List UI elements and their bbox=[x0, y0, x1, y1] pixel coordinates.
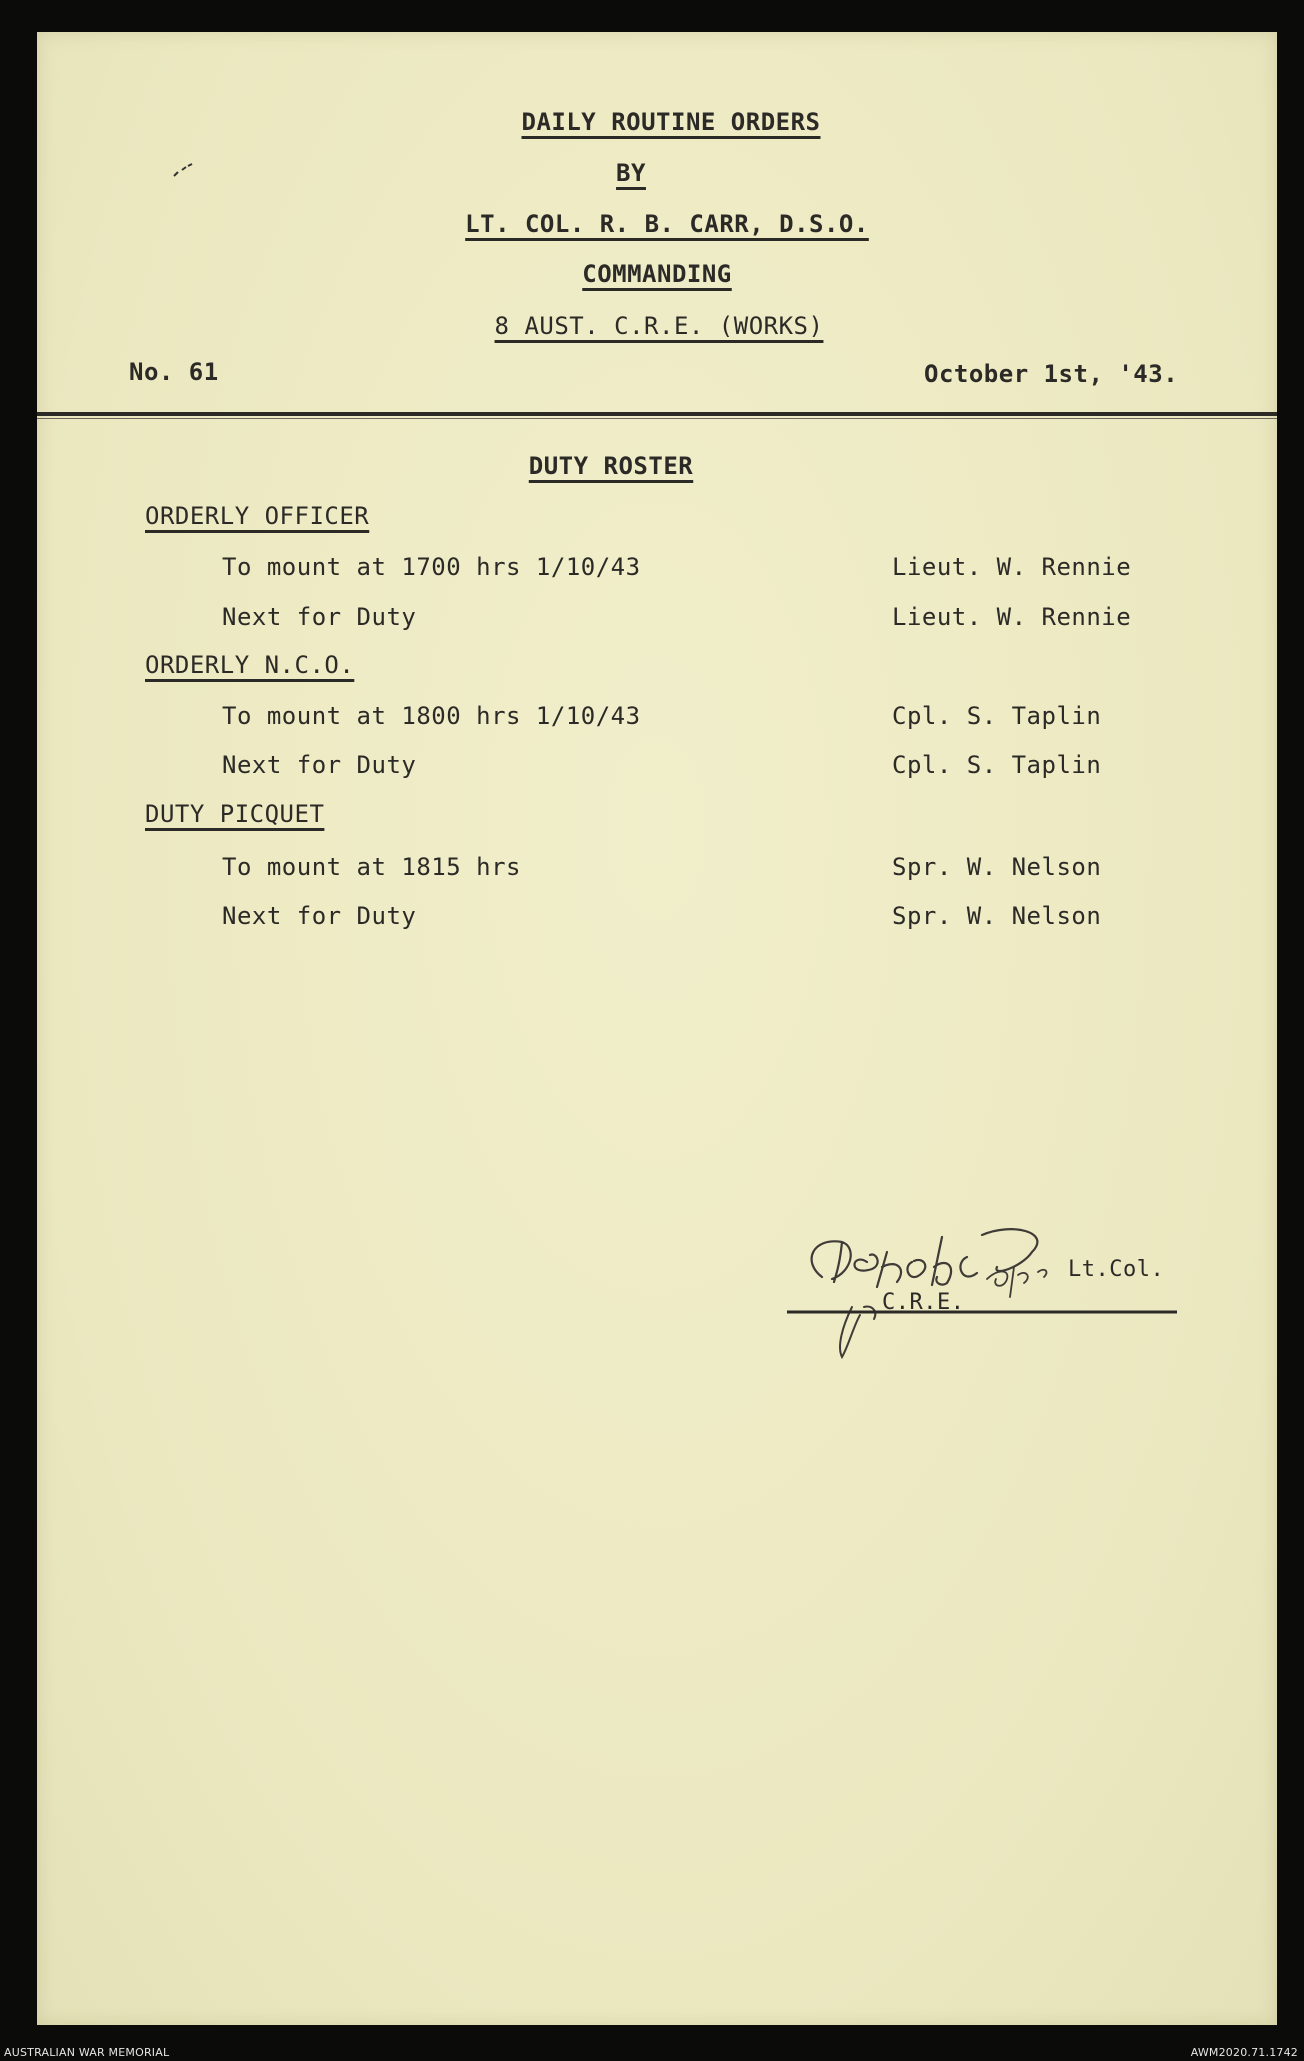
order-date: October 1st, '43. bbox=[924, 360, 1179, 388]
roster-name: Spr. W. Nelson bbox=[892, 853, 1102, 881]
footer-accession-number: AWM2020.71.1742 bbox=[1190, 2046, 1298, 2059]
ink-mark bbox=[172, 162, 194, 182]
section-heading: ORDERLY N.C.O. bbox=[145, 651, 355, 679]
header-divider-shadow bbox=[37, 418, 1277, 419]
roster-label: To mount at 1700 hrs 1/10/43 bbox=[222, 553, 641, 581]
roster-name: Cpl. S. Taplin bbox=[892, 702, 1102, 730]
footer-institution: AUSTRALIAN WAR MEMORIAL bbox=[4, 2046, 170, 2059]
header-title: DAILY ROUTINE ORDERS bbox=[521, 108, 821, 136]
signature-unit: C.R.E. bbox=[882, 1290, 965, 1315]
order-number: No. 61 bbox=[129, 358, 219, 386]
roster-name: Spr. W. Nelson bbox=[892, 902, 1102, 930]
signature-rank: Lt.Col. bbox=[1068, 1257, 1165, 1282]
header-divider bbox=[37, 412, 1277, 416]
document-page bbox=[37, 32, 1277, 2025]
roster-label: To mount at 1815 hrs bbox=[222, 853, 521, 881]
header-commander: LT. COL. R. B. CARR, D.S.O. bbox=[465, 210, 869, 238]
roster-name: Cpl. S. Taplin bbox=[892, 751, 1102, 779]
roster-name: Lieut. W. Rennie bbox=[892, 603, 1132, 631]
roster-label: To mount at 1800 hrs 1/10/43 bbox=[222, 702, 641, 730]
roster-title: DUTY ROSTER bbox=[528, 452, 694, 480]
roster-label: Next for Duty bbox=[222, 751, 417, 779]
handwritten-signature bbox=[782, 1207, 1182, 1387]
header-unit: 8 AUST. C.R.E. (WORKS) bbox=[494, 312, 824, 340]
section-heading: DUTY PICQUET bbox=[145, 800, 325, 828]
roster-name: Lieut. W. Rennie bbox=[892, 553, 1132, 581]
section-heading: ORDERLY OFFICER bbox=[145, 502, 370, 530]
header-by: BY bbox=[616, 159, 646, 187]
roster-label: Next for Duty bbox=[222, 902, 417, 930]
roster-label: Next for Duty bbox=[222, 603, 417, 631]
header-commanding: COMMANDING bbox=[582, 260, 732, 288]
